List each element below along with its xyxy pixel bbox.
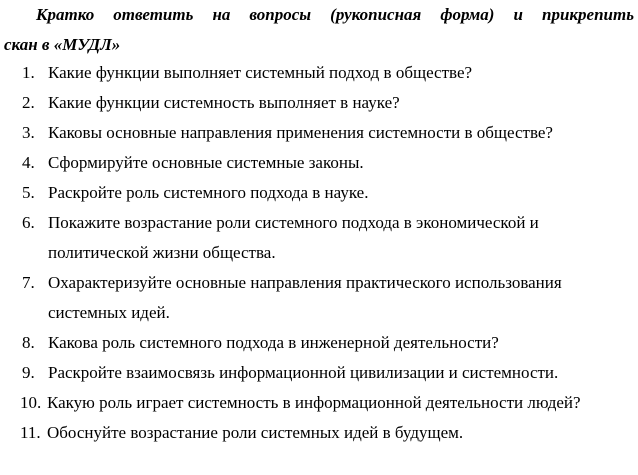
question-text-continuation: системных идей.	[48, 303, 170, 322]
list-item	[0, 268, 638, 328]
question-list	[0, 58, 638, 448]
question-text: Покажите возрастание роли системного подхода в экономической и	[48, 213, 539, 232]
question-number: 2.	[22, 93, 35, 112]
list-item	[0, 358, 638, 388]
question-number: 1.	[22, 63, 35, 82]
question-number: 6.	[22, 213, 35, 232]
question-number: 10.	[20, 393, 42, 412]
question-text: Охарактеризуйте основные направления практического использования	[48, 273, 562, 292]
question-number: 11.	[20, 423, 41, 442]
question-number: 4.	[22, 153, 35, 172]
question-number: 8.	[22, 333, 35, 352]
list-item	[0, 58, 638, 88]
question-text: Какие функции системность выполняет в науке?	[48, 93, 400, 112]
question-text-continuation: политической жизни общества.	[48, 243, 276, 262]
list-item	[0, 118, 638, 148]
question-number: 9.	[22, 363, 35, 382]
question-number: 5.	[22, 183, 35, 202]
list-item	[0, 328, 638, 358]
question-number: 7.	[22, 273, 35, 292]
question-number: 3.	[22, 123, 35, 142]
question-text: Раскройте взаимосвязь информационной цивилизации и системности.	[48, 363, 559, 382]
list-item	[0, 88, 638, 118]
question-text: Какова роль системного подхода в инженерной деятельности?	[48, 333, 499, 352]
list-item	[0, 208, 638, 268]
list-item	[0, 148, 638, 178]
question-text: Каковы основные направления применения системности в обществе?	[48, 123, 553, 142]
list-item	[0, 178, 638, 208]
question-text: Раскройте роль системного подхода в науке.	[48, 183, 369, 202]
question-text: Какую роль играет системность в информационной деятельности людей?	[47, 393, 581, 412]
list-item	[0, 418, 638, 448]
question-text: Какие функции выполняет системный подход в обществе?	[48, 63, 473, 82]
assignment-heading	[4, 0, 634, 60]
heading-line-2: скан в «МУДЛ»	[4, 35, 121, 54]
list-item	[0, 388, 638, 418]
heading-line-1: Кратко ответить на вопросы (рукописная форма) и прикрепить	[36, 5, 634, 24]
question-text: Сформируйте основные системные законы.	[48, 153, 364, 172]
question-text: Обоснуйте возрастание роли системных идей в будущем.	[47, 423, 464, 442]
